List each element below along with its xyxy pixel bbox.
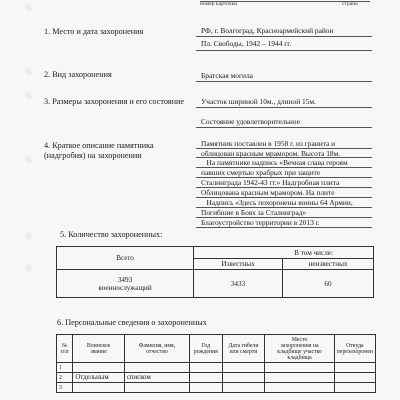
header-cell-name: Фамилия, имя, отчество: [124, 335, 189, 363]
col-total-header: Всего: [57, 247, 194, 270]
section4-value-line: Облицована красным мрамором. На плите: [201, 188, 335, 197]
col-known-header: Известных: [194, 259, 283, 270]
table-row: 3: [57, 383, 376, 393]
section1-label: 1. Место и дата захоронения: [44, 27, 144, 36]
section4-value-line: Погибшие в Боях за Сталинград»: [201, 208, 307, 217]
stamp-watermark: ♔: [22, 229, 35, 243]
stamp-watermark: ♔: [22, 1, 35, 15]
section3-value-line: Состояние удовлетворительное: [201, 117, 300, 126]
card-number-caption: номер карточки: [200, 1, 238, 7]
unknown-count: 60: [283, 270, 374, 298]
section3-label: 3. Размеры захоронения и его состояние: [44, 97, 184, 106]
section2-label: 2. Вид захоронения: [44, 70, 112, 79]
section6-title: 6. Персональные сведения о захороненных: [57, 318, 207, 327]
stamp-watermark: ♔: [22, 65, 35, 79]
section4-value-line: На памятнике надпись «Вечная слава героям: [201, 158, 348, 167]
page-caption: страна: [342, 1, 358, 7]
stamp-watermark: ♔: [22, 261, 35, 275]
table-row: 2 Отдельным списком: [57, 373, 376, 383]
known-count: 3433: [194, 270, 283, 298]
section2-value: Братская могила: [201, 71, 253, 80]
col-unknown-header: неизвестных: [283, 259, 374, 270]
col-including-header: В том числе:: [194, 247, 374, 259]
section4-value-line: Сталинграда 1942-43 гг.» Надгробная плита: [201, 178, 340, 187]
section4-value-line: Благоустройство территории в 2013 г.: [201, 218, 320, 227]
section5-title: 5. Количество захороненных:: [60, 230, 163, 239]
section4-value-line: Памятник поставлен в 1958 г. из гранита и: [201, 139, 336, 148]
section3-value-line: Участок шириной 10м., длиной 15м.: [201, 97, 316, 106]
total-cell: [57, 270, 194, 298]
header-cell-burial-place: Место захоронения на кладбище участке кладбища: [265, 335, 334, 363]
section4-label-line: (надгробия) на захоронении: [44, 151, 142, 160]
total-count: 3493: [117, 275, 133, 284]
section4-value-line: павших смертью храбрых при защите: [201, 168, 321, 177]
table-row: 1: [57, 363, 376, 373]
header-cell-number: № п/п: [57, 335, 73, 363]
section1-value-line: РФ, г. Волгоград, Красноармейский район: [201, 26, 334, 35]
section4-value-line: Надпись «Здесь похоронены воины 64 Армии,: [201, 198, 353, 207]
header-cell-birth-year: Год рождения: [189, 335, 222, 363]
total-count-unit: военнослужащий: [98, 283, 152, 292]
section4-value-line: облицован красным мрамором. Высота 18м.: [201, 149, 341, 158]
header-cell-rank: Воинское звание: [73, 335, 125, 363]
burials-count-table: [56, 246, 374, 298]
header-cell-reburied-from: Откуда перезахоронен: [334, 335, 375, 363]
stamp-watermark: ♔: [22, 89, 35, 103]
section1-value-line: Пл. Свободы, 1942 – 1944 гг.: [201, 39, 292, 48]
personal-info-table: [56, 334, 376, 393]
section4-label-line: 4. Краткое описание памятника: [44, 141, 154, 150]
stamp-watermark: ♔: [22, 153, 35, 167]
header-cell-death-date: Дата гибели или смерти: [222, 335, 265, 363]
